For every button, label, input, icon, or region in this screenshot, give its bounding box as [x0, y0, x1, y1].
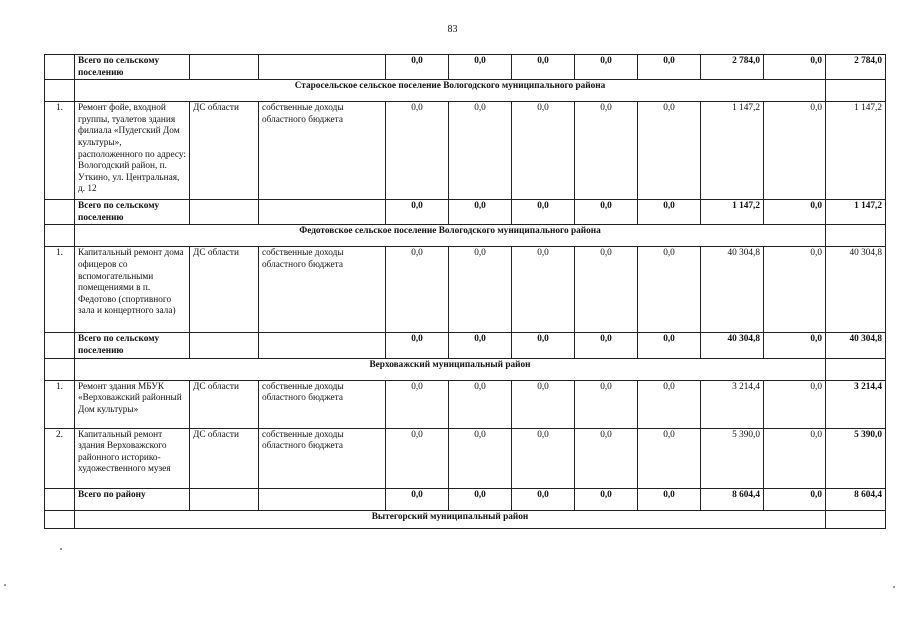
funding-source: [190, 55, 259, 80]
value-cell: 0,0: [512, 428, 575, 488]
section-title: Вытегорский муниципальный район: [75, 510, 826, 528]
value-cell: 0,0: [386, 200, 449, 225]
total-row: [45, 55, 886, 80]
section-header-row: [45, 510, 886, 528]
object-name: Капитальный ремонт здания Верховажского районного историко-художественного музея: [75, 428, 190, 488]
section-title: Старосельское сельское поселение Вологодского муниципального района: [75, 80, 826, 102]
table-row: [45, 102, 886, 200]
value-cell: 0,0: [638, 333, 701, 358]
total-row: [45, 488, 886, 510]
funding-source: ДС области: [190, 102, 259, 200]
value-cell: 0,0: [449, 200, 512, 225]
value-cell: 0,0: [386, 380, 449, 428]
scan-speck: [893, 586, 895, 588]
value-cell: 0,0: [512, 488, 575, 510]
index-cell: [45, 80, 75, 102]
value-cell: 0,0: [575, 102, 638, 200]
value-cell: 0,0: [449, 55, 512, 80]
funding-type: собственные доходы областного бюджета: [259, 247, 386, 333]
scan-speck: [60, 548, 62, 550]
index-cell: [45, 225, 75, 247]
funding-source: ДС области: [190, 428, 259, 488]
page-number: 83: [447, 24, 458, 35]
value-cell: 0,0: [449, 333, 512, 358]
value-cell: 40 304,8: [826, 247, 886, 333]
value-cell: 0,0: [575, 333, 638, 358]
funding-source: [190, 333, 259, 358]
funding-type: [259, 200, 386, 225]
value-cell: 0,0: [512, 333, 575, 358]
empty-cell: [826, 80, 886, 102]
value-cell: 0,0: [386, 333, 449, 358]
object-name: Ремонт здания МБУК «Верховажский районный Дом культуры»: [75, 380, 190, 428]
section-title: Верховажский муниципальный район: [75, 358, 826, 380]
value-cell: 8 604,4: [701, 488, 764, 510]
value-cell: 0,0: [386, 55, 449, 80]
total-label: Всего по сельскому поселению: [75, 333, 190, 358]
total-row: [45, 333, 886, 358]
value-cell: 0,0: [512, 247, 575, 333]
value-cell: 0,0: [449, 102, 512, 200]
value-cell: 0,0: [638, 55, 701, 80]
funding-type: [259, 333, 386, 358]
value-cell: 0,0: [386, 488, 449, 510]
value-cell: 0,0: [575, 428, 638, 488]
value-cell: 2 784,0: [701, 55, 764, 80]
index-cell: 1.: [45, 247, 75, 333]
total-label: Всего по району: [75, 488, 190, 510]
value-cell: 1 147,2: [701, 102, 764, 200]
budget-table: [44, 54, 886, 529]
value-cell: 40 304,8: [826, 333, 886, 358]
value-cell: 0,0: [638, 247, 701, 333]
value-cell: 5 390,0: [701, 428, 764, 488]
value-cell: 0,0: [512, 200, 575, 225]
value-cell: 8 604,4: [826, 488, 886, 510]
value-cell: 0,0: [638, 428, 701, 488]
value-cell: 1 147,2: [701, 200, 764, 225]
value-cell: 0,0: [386, 247, 449, 333]
value-cell: 1 147,2: [826, 102, 886, 200]
index-cell: [45, 333, 75, 358]
funding-type: [259, 488, 386, 510]
index-cell: 1.: [45, 102, 75, 200]
value-cell: 0,0: [638, 200, 701, 225]
value-cell: 0,0: [764, 428, 826, 488]
funding-source: ДС области: [190, 380, 259, 428]
empty-cell: [826, 225, 886, 247]
index-cell: [45, 55, 75, 80]
object-name: Капитальный ремонт дома офицеров со вспомогательными помещениями в п. Федотово (спортивного зала и концертного зала): [75, 247, 190, 333]
value-cell: 0,0: [764, 380, 826, 428]
section-header-row: [45, 80, 886, 102]
index-cell: 2.: [45, 428, 75, 488]
value-cell: 0,0: [449, 247, 512, 333]
value-cell: 0,0: [512, 102, 575, 200]
value-cell: 0,0: [575, 380, 638, 428]
funding-type: собственные доходы областного бюджета: [259, 428, 386, 488]
value-cell: 0,0: [575, 200, 638, 225]
object-name: Ремонт фойе, входной группы, туалетов здания филиала «Пудегский Дом культуры», расположенного по адресу: Вологодский район, п. Уткино, ул. Центральная, д. 12: [75, 102, 190, 200]
value-cell: 3 214,4: [826, 380, 886, 428]
value-cell: 0,0: [575, 488, 638, 510]
value-cell: 0,0: [764, 200, 826, 225]
value-cell: 3 214,4: [701, 380, 764, 428]
value-cell: 0,0: [512, 55, 575, 80]
funding-source: [190, 488, 259, 510]
funding-type: [259, 55, 386, 80]
table-row: [45, 428, 886, 488]
section-header-row: [45, 358, 886, 380]
value-cell: 0,0: [575, 55, 638, 80]
table-row: [45, 380, 886, 428]
total-row: [45, 200, 886, 225]
section-title: Федотовское сельское поселение Вологодского муниципального района: [75, 225, 826, 247]
index-cell: [45, 488, 75, 510]
index-cell: 1.: [45, 380, 75, 428]
value-cell: 0,0: [764, 102, 826, 200]
value-cell: 0,0: [638, 380, 701, 428]
empty-cell: [826, 358, 886, 380]
section-header-row: [45, 225, 886, 247]
empty-cell: [826, 510, 886, 528]
value-cell: 0,0: [512, 380, 575, 428]
funding-source: ДС области: [190, 247, 259, 333]
value-cell: 0,0: [638, 102, 701, 200]
index-cell: [45, 200, 75, 225]
index-cell: [45, 510, 75, 528]
funding-source: [190, 200, 259, 225]
value-cell: 0,0: [764, 333, 826, 358]
value-cell: 40 304,8: [701, 333, 764, 358]
value-cell: 0,0: [764, 488, 826, 510]
value-cell: 0,0: [386, 102, 449, 200]
total-label: Всего по сельскому поселению: [75, 200, 190, 225]
index-cell: [45, 358, 75, 380]
value-cell: 40 304,8: [701, 247, 764, 333]
funding-type: собственные доходы областного бюджета: [259, 380, 386, 428]
funding-type: собственные доходы областного бюджета: [259, 102, 386, 200]
value-cell: 0,0: [386, 428, 449, 488]
value-cell: 1 147,2: [826, 200, 886, 225]
table-row: [45, 247, 886, 333]
value-cell: 2 784,0: [826, 55, 886, 80]
value-cell: 0,0: [575, 247, 638, 333]
value-cell: 0,0: [449, 488, 512, 510]
value-cell: 0,0: [638, 488, 701, 510]
value-cell: 0,0: [449, 380, 512, 428]
value-cell: 5 390,0: [826, 428, 886, 488]
scan-speck: [4, 584, 6, 586]
value-cell: 0,0: [764, 55, 826, 80]
value-cell: 0,0: [764, 247, 826, 333]
value-cell: 0,0: [449, 428, 512, 488]
total-label: Всего по сельскому поселению: [75, 55, 190, 80]
